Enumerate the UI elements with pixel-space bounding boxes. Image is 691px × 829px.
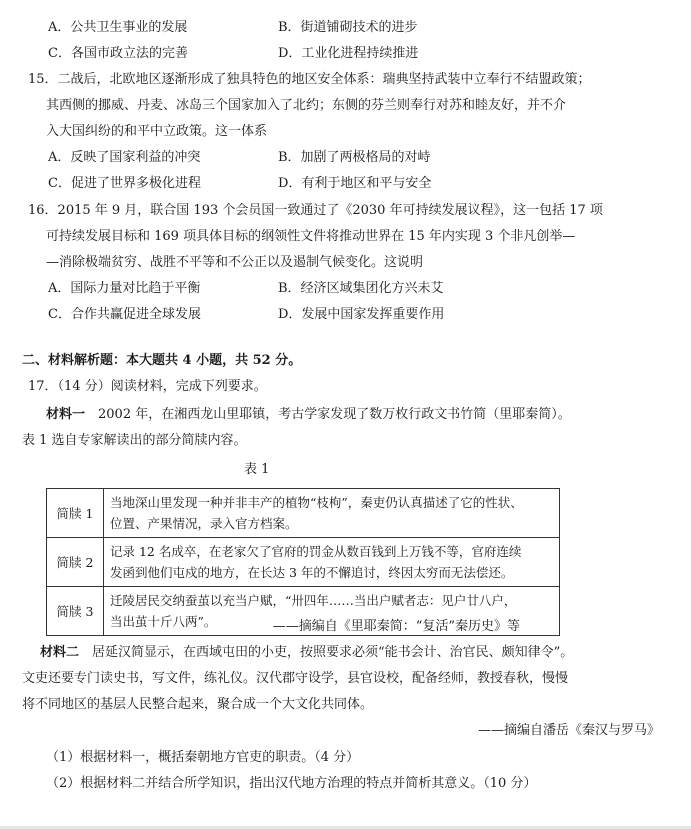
q15-option-c: C．促进了世界多极化进程 [48,176,201,191]
table-row [47,538,560,587]
q17-subquestion-1: （1）根据材料一，概括秦朝地方官吏的职责。（4 分） [46,750,360,765]
material1-line2: 表 1 选自专家解读出的部分简牍内容。 [22,433,247,448]
table-row [47,489,560,538]
table-cell-line: 记录 12 名成卒，在老家欠了官府的罚金从数百钱到上万钱不等，官府连续 [110,544,522,559]
table-row-content [104,538,560,587]
q14-option-c: C．各国市政立法的完善 [48,46,188,61]
q17-intro: 17．（14 分）阅读材料，完成下列要求。 [28,379,267,394]
table-cell-line: 当地深山里发现一种并非丰产的植物“枝枸”，秦吏仍认真描述了它的性状、 [110,495,523,510]
q14-option-a: A．公共卫生事业的发展 [48,20,188,35]
q16-option-c: C．合作共赢促进全球发展 [48,307,201,322]
table-cell-line: 迁陵居民交纳蚕茧以充当户赋，“卅四年……当出户赋者志：见户廿八户， [110,593,517,608]
table-row-label: 简牍 2 [47,538,104,587]
material2-label: 材料二 [40,645,80,660]
q15-option-d: D．有利于地区和平与安全 [278,176,432,191]
table-row-label: 简牍 1 [47,489,104,538]
material1-label: 材料一 [46,407,86,422]
q16-stem-line1: 16．2015 年 9 月，联合国 193 个会员国一致通过了《2030 年可持续发展议程》，这一包括 17 项 [28,203,603,218]
material1-line1 [46,406,571,424]
q14-option-d: D．工业化进程持续推进 [278,46,419,61]
table-title: 表 1 [244,462,270,477]
q15-option-a: A．反映了国家利益的冲突 [48,150,201,165]
table-row-content [104,489,560,538]
q16-stem-line2: 可持续发展目标和 169 项具体目标的纲领性文件将推动世界在 15 年内实现 3 个非凡创举— [46,229,576,244]
section-heading: 二、材料解析题：本大题共 4 小题，共 52 分。 [22,353,302,368]
q16-option-d: D．发展中国家发挥重要作用 [278,307,445,322]
q16-stem-line3: —消除极端贫穷、战胜不平等和不公正以及遏制气候变化。这说明 [46,255,424,270]
table-cell-line: 发函到他们屯戍的地方，在长达 3 年的不懈追讨，终因太穷而无法偿还。 [110,565,514,580]
table-row-label: 简牍 3 [47,587,104,636]
q14-option-b: B．街道铺砌技术的进步 [278,20,418,35]
material2-text: 居延汉简显示，在西域屯田的小吏，按照要求必须“能书会计、治官民、颇知律令”。 [79,645,574,660]
q15-stem-line2: 其西侧的挪威、丹麦、冰岛三个国家加入了北约；东侧的芬兰则奉行对苏和睦友好，并不介 [46,98,567,113]
q15-stem-line3: 入大国纠纷的和平中立政策。这一体系 [46,124,268,139]
q15-stem-line1: 15．二战后，北欧地区逐渐形成了独具特色的地区安全体系：瑞典坚持武装中立奉行不结盟政策； [28,72,591,87]
material2-line2: 文吏还要专门读史书，写文件，练礼仪。汉代郡守设学，县官设校，配备经师，教授春秋，慢慢 [22,671,569,686]
material1-text: 2002 年，在湘西龙山里耶镇，考古学家发现了数万枚行政文书竹简（里耶秦简）。 [85,407,571,422]
slips-table [46,488,560,636]
q16-option-b: B．经济区域集团化方兴未艾 [278,281,444,296]
material1-source: ——摘编自《里耶秦简：“复活”秦历史》等 [272,619,520,634]
table-cell-line: 当出茧十斤八两”。 [110,614,217,629]
q15-option-b: B．加剧了两极格局的对峙 [278,150,431,165]
material2-line3: 将不同地区的基层人民整合起来，聚合成一个大文化共同体。 [22,697,374,712]
material2-line1 [40,644,573,662]
q16-option-a: A．国际力量对比趋于平衡 [48,281,201,296]
table-cell-line: 位置、产果情况，录入官方档案。 [110,516,298,531]
material2-source: ——摘编自潘岳《秦汉与罗马》 [477,723,660,738]
q17-subquestion-2: （2）根据材料二并结合所学知识，指出汉代地方治理的特点并简析其意义。（10 分） [46,776,537,791]
